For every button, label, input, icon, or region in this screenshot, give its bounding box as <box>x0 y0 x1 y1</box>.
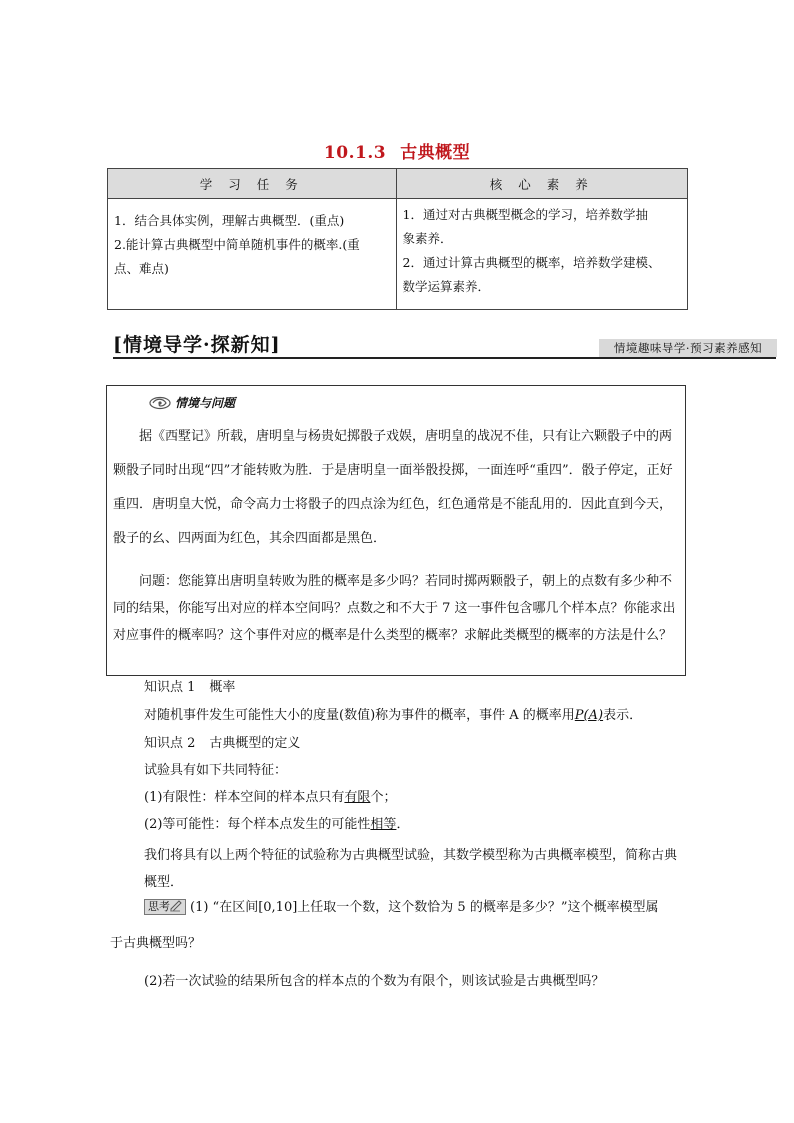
kp2-title: 古典概型的定义 <box>209 736 301 751</box>
knowledge-point-1-heading <box>144 678 235 698</box>
feature-finiteness <box>144 788 396 808</box>
task-line-2: 2.能计算古典概型中简单随机事件的概率.(重 <box>114 237 360 252</box>
kp1-label: 知识点 1 <box>144 680 196 695</box>
feature-equal-likelihood <box>144 815 409 835</box>
feature-intro: 试验具有如下共同特征： <box>144 763 288 778</box>
table-row <box>108 199 688 310</box>
kp1-text-end: 表示． <box>603 708 643 723</box>
section-tag: 情境趣味导学·预习素养感知 <box>599 339 777 357</box>
classical-model-definition: 我们将具有以上两个特征的试验称为古典概型试验，其数学模型称为古典概率模型，简称古典概型． <box>144 848 678 890</box>
feature2-end: ． <box>396 817 410 832</box>
think-tag-text: 思考 <box>148 900 170 913</box>
knowledge-point-2-heading <box>144 734 300 754</box>
scenario-story: 据《西墅记》所载，唐明皇与杨贵妃掷骰子戏娱，唐明皇的战况不佳，只有让六颗骰子中的两颗骰子同时出现“四”才能转败为胜．于是唐明皇一面举骰投掷，一面连呼“重四”．骰子停定，正好重四．唐明皇大悦，命令高力士将骰子的四点涂为红色，红色通常是不能乱用的．因此直到今天，骰子的幺、四两面为红色，其余四面都是黑色． <box>113 429 673 546</box>
scenario-question: 问题：您能算出唐明皇转败为胜的概率是多少吗？若同时掷两颗骰子，朝上的点数有多少种不同的结果，你能写出对应的样本空间吗？点数之和不大于 7 这一事件包含哪几个样本点？你能求出对应事件的概率吗？这个事件对应的概率是什么类型的概率？求解此类概型的概率的方法是什么？ <box>113 574 676 643</box>
feature2-text: (2)等可能性：每个样本点发生的可能性 <box>144 817 371 832</box>
section-divider <box>113 357 776 359</box>
core-literacy-cell <box>396 199 688 310</box>
task-line-3: 点、难点) <box>114 261 169 276</box>
kp2-label: 知识点 2 <box>144 736 196 751</box>
think-tag <box>144 899 186 915</box>
literacy-line-1: 1．通过对古典概型概念的学习，培养数学抽 <box>402 207 648 222</box>
literacy-line-4: 数学运算素养． <box>402 279 491 294</box>
section-number: 10.1.3 <box>323 143 387 163</box>
scenario-box <box>106 385 686 676</box>
think-question-1 <box>144 898 658 918</box>
core-literacy-header: 核 心 素 养 <box>396 169 688 199</box>
kp1-notation: P(A) <box>574 708 604 723</box>
feature1-text: (1)有限性：样本空间的样本点只有 <box>144 790 345 805</box>
feature1-end: 个； <box>370 790 397 805</box>
learning-goals-table <box>107 168 688 310</box>
pencil-icon <box>170 900 182 912</box>
scenario-heading <box>149 394 235 411</box>
learning-tasks-header: 学 习 任 务 <box>108 169 397 199</box>
table-header-row <box>108 169 688 199</box>
feature2-blank: 相等 <box>370 817 397 832</box>
page-title <box>0 138 794 163</box>
swirl-icon <box>149 396 171 410</box>
feature1-blank: 有限 <box>344 790 371 805</box>
kp1-text: 对随机事件发生可能性大小的度量(数值)称为事件的概率，事件 A 的概率用 <box>144 708 575 723</box>
think-q1-line2: 于古典概型吗？ <box>110 936 202 951</box>
think-q1-line1: (1) “在区间[0,10]上任取一个数，这个数恰为 5 的概率是多少？”这个概率模型属 <box>190 900 659 915</box>
literacy-line-2: 象素养． <box>402 231 453 246</box>
think-question-2: (2)若一次试验的结果所包含的样本点的个数为有限个，则该试验是古典概型吗？ <box>144 974 605 989</box>
learning-tasks-cell <box>108 199 397 310</box>
literacy-line-3: 2．通过计算古典概型的概率，培养数学建模、 <box>402 255 661 270</box>
scenario-heading-text: 情境与问题 <box>175 396 236 410</box>
kp1-title: 概率 <box>209 680 236 695</box>
title-text: 古典概型 <box>400 143 471 163</box>
section-banner: [情境导学·探新知] <box>113 334 281 356</box>
task-line-1: 1．结合具体实例，理解古典概型．(重点) <box>114 213 345 228</box>
kp1-definition <box>144 706 642 726</box>
